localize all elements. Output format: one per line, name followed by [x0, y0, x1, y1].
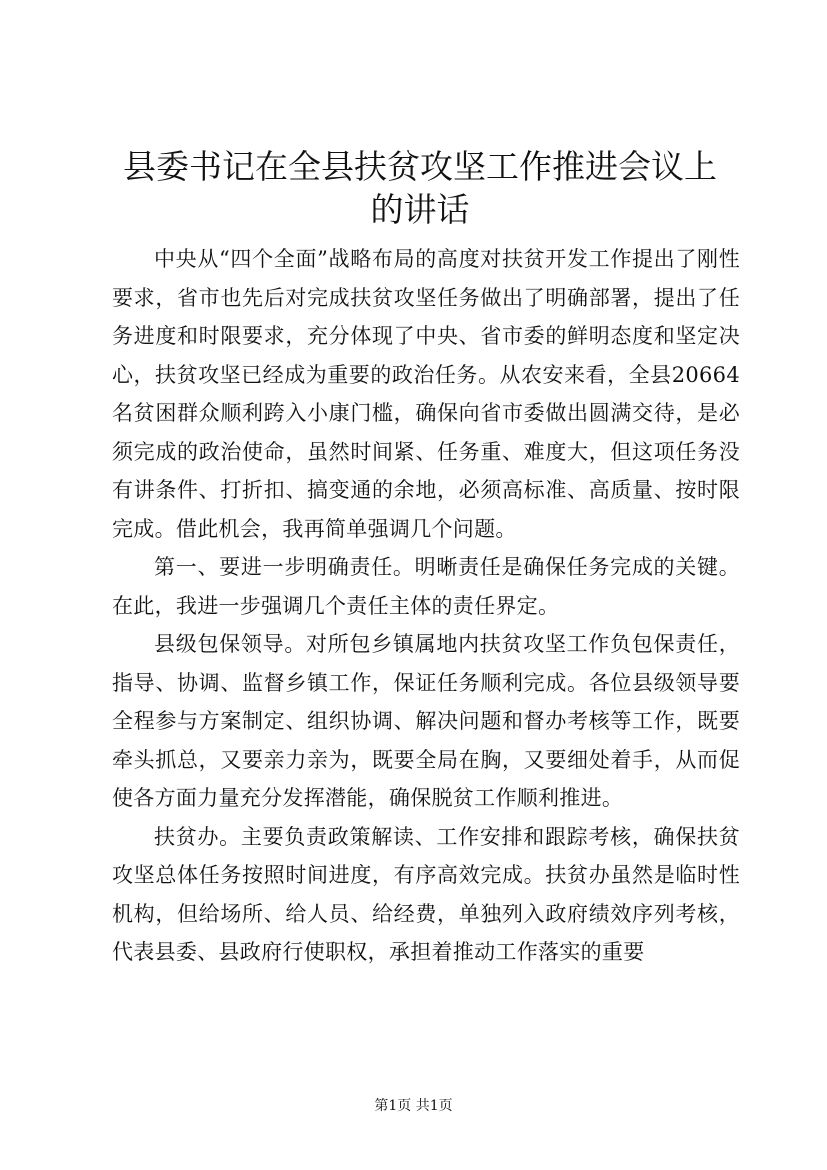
paragraph-intro: 中央从“四个全面”战略布局的高度对扶贫开发工作提出了刚性要求，省市也先后对完成扶贫攻坚任务做出了明确部署，提出了任务进度和时限要求，充分体现了中央、省市委的鲜明态度和坚定决心，扶贫攻坚已经成为重要的政治任务。从农安来看，全县20664名贫困群众顺利跨入小康门槛，确保向省市委做出圆满交待，是必须完成的政治使命，虽然时间紧、任务重、难度大，但这项任务没有讲条件、打折扣、搞变通的余地，必须高标准、高质量、按时限完成。借此机会，我再简单强调几个问题。	[112, 247, 740, 541]
paragraph-poverty-office: 扶贫办。主要负责政策解读、工作安排和跟踪考核，确保扶贫攻坚总体任务按照时间进度，有序高效完成。扶贫办虽然是临时性机构，但给场所、给人员、给经费，单独列入政府绩效序列考核，代表县委、县政府行使职权，承担着推动工作落实的重要	[112, 824, 740, 964]
paragraph-responsibility: 第一、要进一步明确责任。明晰责任是确保任务完成的关键。在此，我进一步强调几个责任主体的责任界定。	[112, 555, 740, 618]
document-body	[112, 240, 740, 972]
paragraph-county-leaders: 县级包保领导。对所包乡镇属地内扶贫攻坚工作负包保责任，指导、协调、监督乡镇工作，保证任务顺利完成。各位县级领导要全程参与方案制定、组织协调、解决问题和督办考核等工作，既要牵头抓总，又要亲力亲为，既要全局在胸，又要细处着手，从而促使各方面力量充分发挥潜能，确保脱贫工作顺利推进。	[112, 632, 740, 810]
document-title: 县委书记在全县扶贫攻坚工作推进会议上的讲话	[123, 147, 717, 229]
page-number-footer: 第1页 共1页	[374, 1098, 453, 1114]
